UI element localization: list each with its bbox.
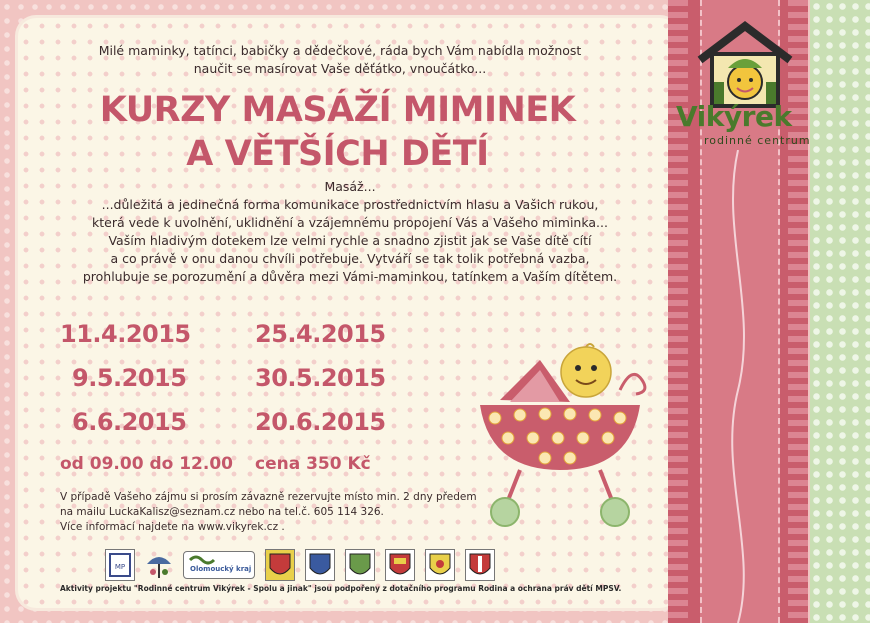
ribbon-swirl bbox=[700, 150, 780, 623]
contact-line: na mailu LuckaKalisz@seznam.cz nebo na tel.č. 605 114 326. bbox=[60, 506, 384, 518]
time-text: od 09.00 do 12.00 bbox=[60, 454, 233, 474]
olomoucky-kraj-logo-icon bbox=[183, 551, 255, 579]
coat-of-arms-6-icon bbox=[465, 549, 495, 581]
date-item: 9.5.2015 bbox=[72, 364, 187, 392]
date-item: 6.6.2015 bbox=[72, 408, 187, 436]
description-line: Masáž... bbox=[324, 179, 376, 194]
coat-of-arms-3-icon bbox=[345, 549, 375, 581]
date-item: 30.5.2015 bbox=[255, 364, 386, 392]
coat-of-arms-4-icon bbox=[385, 549, 415, 581]
date-item: 25.4.2015 bbox=[255, 320, 386, 348]
contact-line: Více informací najdete na www.vikyrek.cz . bbox=[60, 521, 285, 533]
logo-name: Vikýrek bbox=[676, 100, 792, 133]
olomoucky-kraj-label: Olomoucký kraj bbox=[190, 565, 252, 573]
contact-info bbox=[60, 490, 520, 535]
contact-line: V případě Vašeho zájmu si prosím závazně rezervujte místo min. 2 dny předem bbox=[60, 491, 477, 503]
description-line: která vede k uvolnění, uklidnění a vzájemnému propojení Vás a Vašeho miminka... bbox=[92, 215, 608, 230]
description-line: a co právě v onu danou chvíli potřebuje. Vytváří se tak tolik potřebná vazba, bbox=[110, 251, 590, 266]
price-text: cena 350 Kč bbox=[255, 454, 371, 474]
sponsor-logos bbox=[105, 548, 495, 582]
coat-of-arms-1-icon bbox=[265, 549, 295, 581]
intro-line: Milé maminky, tatínci, babičky a dědečkové, ráda bych Vám nabídla možnost bbox=[98, 43, 582, 58]
description-line: Vaším hladivým dotekem lze velmi rychle a snadno zjistit jak se Vaše dítě cítí bbox=[108, 233, 592, 248]
intro-text bbox=[60, 42, 620, 78]
coat-of-arms-5-icon bbox=[425, 549, 455, 581]
footer-note: Aktivity projektu "Rodinné centrum Vikýrek - Spolu a jinak" jsou podpořeny z dotačního programu Rodina a ochrana práv dětí MPSV. bbox=[60, 584, 622, 593]
date-item: 11.4.2015 bbox=[60, 320, 191, 348]
house-logo-icon bbox=[680, 20, 810, 110]
description bbox=[30, 178, 670, 286]
page-title bbox=[60, 88, 615, 176]
title-line: KURZY MASÁŽÍ MIMINEK bbox=[99, 90, 576, 130]
description-line: prohlubuje se porozumění a důvěra mezi Vámi-maminkou, tatínkem a Vaším dítětem. bbox=[82, 269, 618, 284]
mpsv-logo-icon bbox=[105, 549, 135, 581]
description-line: ...důležitá a jedinečná forma komunikace prostřednictvím hlasu a Vašich rukou, bbox=[101, 197, 599, 212]
coat-of-arms-2-icon bbox=[305, 549, 335, 581]
svg-text:MP: MP bbox=[114, 563, 126, 571]
title-line: A VĚTŠÍCH DĚTÍ bbox=[186, 134, 489, 174]
date-item: 20.6.2015 bbox=[255, 408, 386, 436]
family-umbrella-logo-icon bbox=[145, 550, 173, 580]
intro-line: naučit se masírovat Vaše děťátko, vnoučátko... bbox=[193, 61, 487, 76]
green-dot-stripe bbox=[810, 0, 870, 623]
logo-subtitle: rodinné centrum bbox=[704, 134, 811, 147]
